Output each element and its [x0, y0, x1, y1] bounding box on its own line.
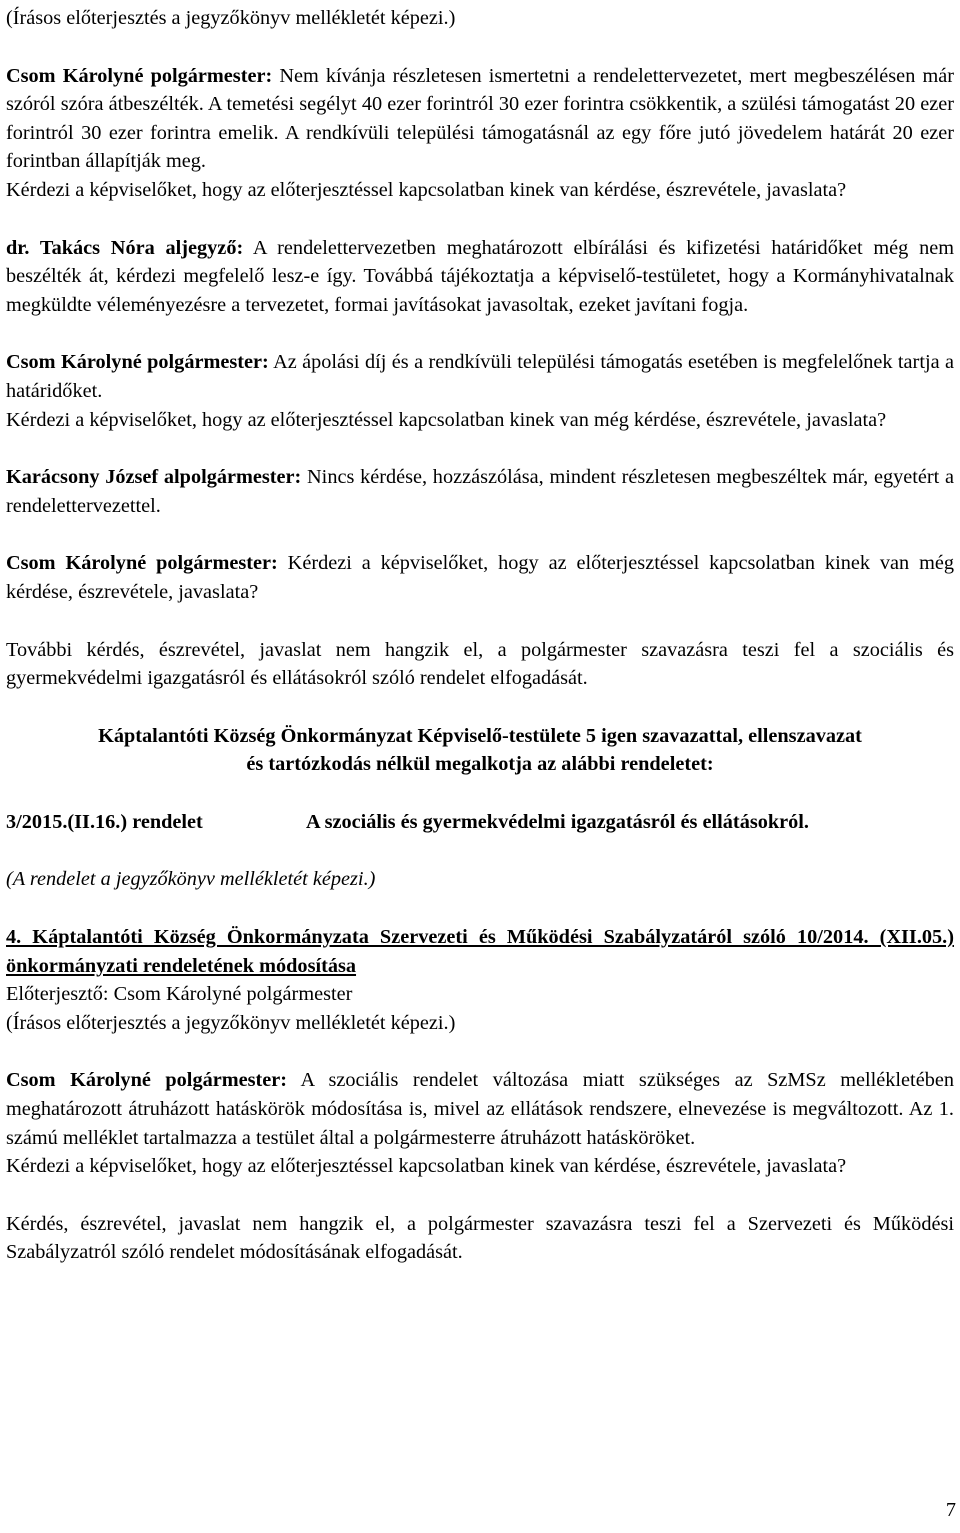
- agenda-item-4-heading: 4. Káptalantóti Község Önkormányzata Szervezeti és Működési Szabályzatáról szóló 10/2014. (XII.05.) önkormányzati rendeletének módosítása: [6, 926, 954, 977]
- agenda-item-4-note: (Írásos előterjesztés a jegyzőkönyv mellékletét képezi.): [6, 1011, 456, 1034]
- mayor-question-1: Kérdezi a képviselőket, hogy az előterjesztéssel kapcsolatban kinek van kérdése, észrevétele, javaslata?: [6, 178, 847, 201]
- mayor-statement-1: [6, 62, 954, 176]
- deputy-mayor-statement: [6, 463, 954, 520]
- statement-text: A rendelettervezetben meghatározott elbírálási és kifizetési határidőket még nem beszélték át, kérdezi megfelelő lesz-e így. Továbbá tájékoztatja a képviselő-testületet, hogy a Kormányhivatalnak megküldte véleményezésre a tervezetet, formai javításokat javasoltak, ezeket javítani fogja.: [6, 236, 954, 316]
- document-page: [6, 4, 954, 1267]
- speaker-name: Csom Károlyné polgármester:: [6, 1069, 288, 1092]
- ordinance-number: 3/2015.(II.16.) rendelet: [6, 810, 203, 833]
- speaker-name: Csom Károlyné polgármester:: [6, 351, 269, 374]
- statement-text: Kérdezi a képviselőket, hogy az előterjesztéssel kapcsolatban kinek van még kérdése, észrevétele, javaslata?: [6, 552, 954, 603]
- decision-line-2: és tartózkodás nélkül megalkotja az alábbi rendeletet:: [246, 753, 714, 776]
- speaker-name: Karácsony József alpolgármester:: [6, 466, 302, 489]
- ordinance-title: A szociális és gyermekvédelmi igazgatásról és ellátásokról.: [306, 810, 809, 833]
- vote-call-1: További kérdés, észrevétel, javaslat nem hangzik el, a polgármester szavazásra teszi fel a szociális és gyermekvédelmi igazgatásról és ellátásokról szóló rendelet elfogadását.: [6, 638, 954, 690]
- mayor-statement-2: [6, 348, 954, 405]
- notary-statement: [6, 234, 954, 320]
- written-proposal-note: (Írásos előterjesztés a jegyzőkönyv mellékletét képezi.): [6, 7, 456, 29]
- ordinance-note: (A rendelet a jegyzőkönyv mellékletét képezi.): [6, 868, 376, 891]
- page-number: 7: [945, 1499, 956, 1521]
- speaker-name: Csom Károlyné polgármester:: [6, 552, 278, 575]
- council-decision: [6, 722, 954, 779]
- ordinance-row: [6, 808, 954, 837]
- statement-text: A szociális rendelet változása miatt szükséges az SzMSz mellékletében meghatározott átruházott hatáskörök módosítása is, mivel az ellátások rendszere, elnevezése is megváltozott. Az 1. számú melléklet tartalmazza a testület által a polgármesterre átruházott hatásköröket.: [6, 1069, 954, 1149]
- statement-text: Az ápolási díj és a rendkívüli települési támogatás esetében is megfelelőnek tartja a határidőket.: [6, 351, 954, 402]
- mayor-statement-3: [6, 549, 954, 606]
- mayor-question-2: Kérdezi a képviselőket, hogy az előterjesztéssel kapcsolatban kinek van még kérdése, észrevétele, javaslata?: [6, 408, 887, 431]
- vote-call-2: Kérdés, észrevétel, javaslat nem hangzik el, a polgármester szavazásra teszi fel a Szervezeti és Működési Szabályzatról szóló rendelet módosításának elfogadását.: [6, 1212, 954, 1264]
- agenda-item-4-presenter: Előterjesztő: Csom Károlyné polgármester: [6, 983, 353, 1006]
- speaker-name: dr. Takács Nóra aljegyző:: [6, 236, 244, 259]
- mayor-question-4: Kérdezi a képviselőket, hogy az előterjesztéssel kapcsolatban kinek van kérdése, észrevétele, javaslata?: [6, 1155, 847, 1178]
- speaker-name: Csom Károlyné polgármester:: [6, 64, 273, 87]
- statement-text: Nincs kérdése, hozzászólása, mindent részletesen megbeszéltek már, egyetért a rendelettervezettel.: [6, 466, 954, 517]
- statement-text: Nem kívánja részletesen ismertetni a rendelettervezetet, mert megbeszélésen már szóról szóra átbeszélték. A temetési segélyt 40 ezer forintról 30 ezer forintra csökkentik, a szülési támogatást 20 ezer forintról 30 ezer forintra emelik. A rendkívüli települési támogatásnál az egy főre jutó jövedelem határát 20 ezer forintban állapítják meg.: [6, 64, 954, 173]
- decision-line-1: Káptalantóti Község Önkormányzat Képviselő-testülete 5 igen szavazattal, ellenszavazat: [98, 724, 862, 747]
- mayor-statement-4: [6, 1066, 954, 1152]
